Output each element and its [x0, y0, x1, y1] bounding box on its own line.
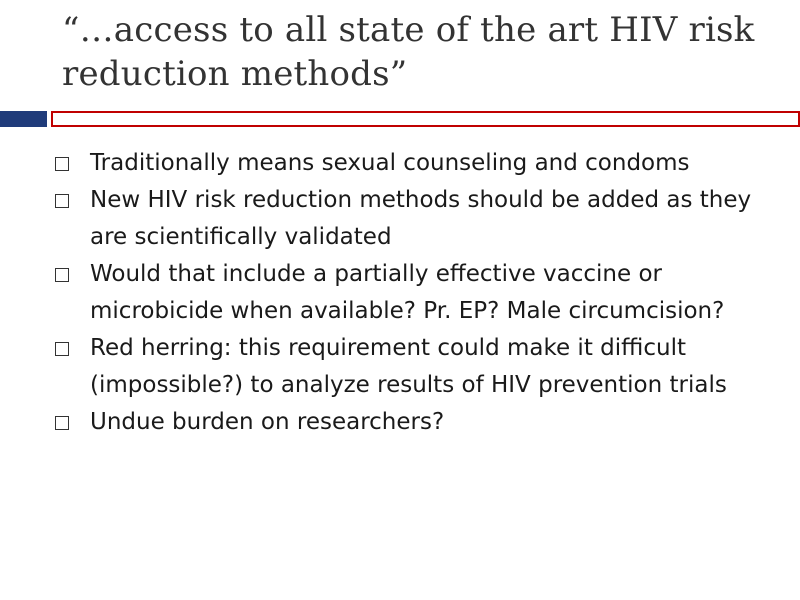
bullet-text: New HIV risk reduction methods should be added as they are scientifically validated [90, 187, 752, 250]
hollow-square-icon [55, 268, 69, 282]
hollow-square-icon [55, 194, 69, 208]
bullet-text: Would that include a partially effective vaccine or microbicide when available? Pr. EP? Male circumcision? [90, 261, 725, 324]
bullet-item [50, 145, 770, 182]
bullet-text: Traditionally means sexual counseling and condoms [90, 150, 690, 176]
bullet-text: Red herring: this requirement could make it difficult (impossible?) to analyze results of HIV prevention trials [90, 335, 727, 398]
bullet-item [50, 256, 770, 330]
title-divider-red-inner [53, 113, 798, 125]
bullet-text: Undue burden on researchers? [90, 409, 445, 435]
bullet-item [50, 404, 770, 441]
bullet-item [50, 182, 770, 256]
bullet-item [50, 330, 770, 404]
hollow-square-icon [55, 157, 69, 171]
hollow-square-icon [55, 342, 69, 356]
bullet-list [50, 145, 770, 441]
title-divider-blue [0, 111, 47, 127]
slide-title: “…access to all state of the art HIV risk reduction methods” [62, 10, 755, 94]
hollow-square-icon [55, 416, 69, 430]
